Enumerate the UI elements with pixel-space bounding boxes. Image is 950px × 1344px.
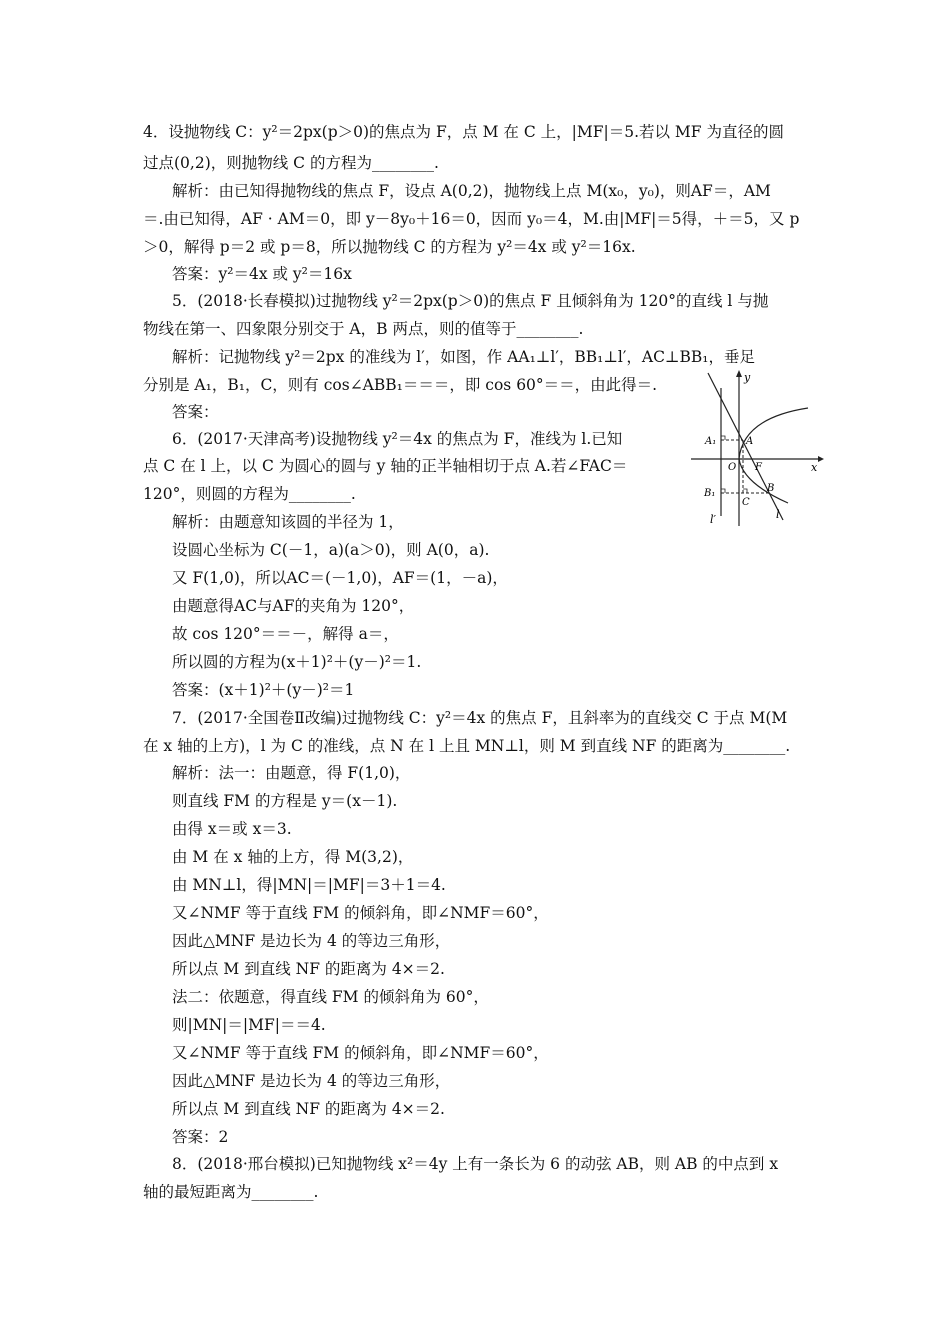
text-line: 解析：法一：由题意，得 F(1,0)， [172,764,411,782]
text-line: 因此△MNF 是边长为 4 的等边三角形， [172,932,451,950]
text-line: 解析：由已知得抛物线的焦点 F，设点 A(0,2)，抛物线上点 M(x₀，y₀)，则AF＝，AM [172,182,771,200]
text-line: 答案：(x＋1)²＋(y－)²＝1 [172,681,355,699]
text-line: 答案：2 [172,1128,229,1146]
parabola-diagram [688,368,824,528]
label-l: l [776,508,780,521]
text-line: 又∠NMF 等于直线 FM 的倾斜角，即∠NMF＝60°， [172,1044,549,1062]
text-line: 由题意得AC与AF的夹角为 120°， [172,597,415,615]
label-a1: A₁ [705,436,717,447]
text-line: 5．(2018·长春模拟)过抛物线 y²＝2px(p＞0)的焦点 F 且倾斜角为 120°的直线 l 与抛 [172,292,769,310]
label-y: y [744,371,751,384]
text-line: 在 x 轴的上方)，l 为 C 的准线，点 N 在 l 上且 MN⊥l，则 M 到直线 NF 的距离为________. [143,737,791,755]
text-line: 答案：y²＝4x 或 y²＝16x [172,265,352,283]
text-line: 法二：依题意，得直线 FM 的倾斜角为 60°， [172,988,489,1006]
text-line: 点 C 在 l 上，以 C 为圆心的圆与 y 轴的正半轴相切于点 A.若∠FAC＝ [143,457,628,475]
x-axis-arrow [818,456,824,462]
label-b1: B₁ [704,488,716,499]
text-line: 又∠NMF 等于直线 FM 的倾斜角，即∠NMF＝60°， [172,904,549,922]
text-line: 8．(2018·邢台模拟)已知抛物线 x²＝4y 上有一条长为 6 的动弦 AB，则 AB 的中点到 x [172,1155,779,1173]
text-line: 过点(0,2)，则抛物线 C 的方程为________. [143,154,439,172]
text-line: 所以圆的方程为(x＋1)²＋(y－)²＝1. [172,653,422,671]
text-line: 4．设抛物线 C：y²＝2px(p＞0)的焦点为 F，点 M 在 C 上，|MF|＝5.若以 MF 为直径的圆 [143,123,784,141]
text-line: 设圆心坐标为 C(－1，a)(a＞0)，则 A(0，a). [172,541,490,559]
y-axis-arrow [736,370,742,377]
text-line: 由 M 在 x 轴的上方，得 M(3,2)， [172,848,414,866]
label-a: A [746,436,754,447]
label-x: x [811,461,818,474]
text-line: ＞0，解得 p＝2 或 p＝8，所以抛物线 C 的方程为 y²＝4x 或 y²＝16x. [143,238,636,256]
text-line: 分别是 A₁，B₁，C，则有 cos∠ABB₁＝＝＝，即 cos 60°＝＝，由此得＝. [143,376,658,394]
text-line: ＝.由已知得，AF · AM＝0，即 y－8y₀＋16＝0，因而 y₀＝4，M.由|MF|＝5得，＋＝5，又 p [143,210,800,228]
text-line: 解析：记抛物线 y²＝2px 的准线为 l′，如图，作 AA₁⊥l′，BB₁⊥l′，AC⊥BB₁，垂足 [172,348,756,366]
text-line: 由 MN⊥l，得|MN|＝|MF|＝3＋1＝4. [172,876,446,894]
label-c: C [742,497,750,508]
text-line: 则直线 FM 的方程是 y＝(x－1). [172,792,398,810]
text-line: 6．(2017·天津高考)设抛物线 y²＝4x 的焦点为 F，准线为 l.已知 [172,430,623,448]
text-line: 又 F(1,0)，所以AC＝(－1,0)，AF＝(1，－a)， [172,569,508,587]
text-line: 则|MN|＝|MF|＝＝4. [172,1016,326,1034]
text-line: 故 cos 120°＝＝－，解得 a＝， [172,625,399,643]
label-b: B [767,483,775,494]
text-line: 轴的最短距离为________. [143,1183,319,1201]
label-o: O [728,462,737,473]
label-l-prime: l′ [710,513,717,526]
text-line: 所以点 M 到直线 NF 的距离为 4×＝2. [172,1100,445,1118]
text-line: 所以点 M 到直线 NF 的距离为 4×＝2. [172,960,445,978]
text-line: 解析：由题意知该圆的半径为 1， [172,513,404,531]
text-line: 物线在第一、四象限分别交于 A，B 两点，则的值等于________. [143,320,584,338]
parabola-figure [688,368,824,528]
text-line: 因此△MNF 是边长为 4 的等边三角形， [172,1072,451,1090]
text-line: 120°，则圆的方程为________. [143,485,356,503]
text-line: 7．(2017·全国卷Ⅱ改编)过抛物线 C：y²＝4x 的焦点 F，且斜率为的直线交 C 于点 M(M [172,709,788,727]
text-line: 答案： [172,403,219,421]
text-line: 由得 x＝或 x＝3. [172,820,292,838]
right-angle-mark [743,489,747,493]
label-f: F [755,462,762,473]
